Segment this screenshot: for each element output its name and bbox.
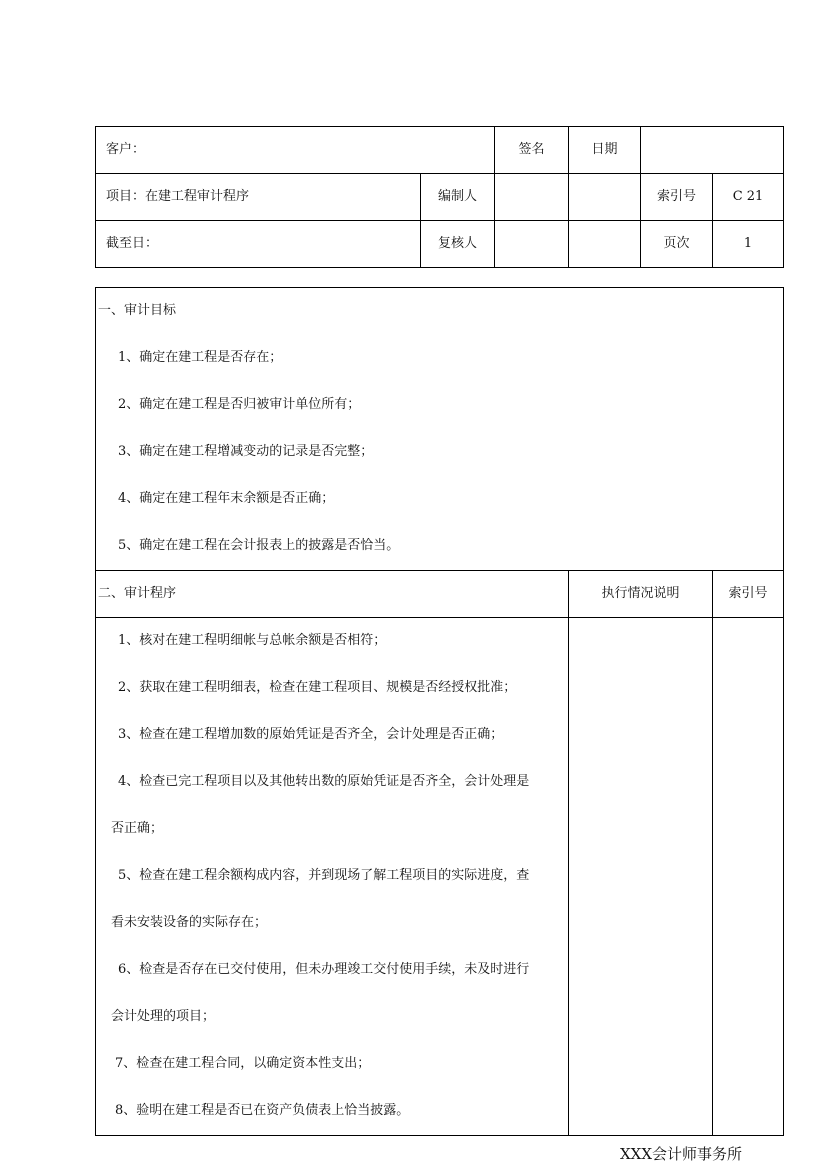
objectives-title: 一、审计目标 <box>98 303 177 318</box>
header-border-right <box>783 126 784 268</box>
procedure-index-cell[interactable] <box>713 618 783 1135</box>
main-section-divider <box>95 570 784 571</box>
main-border-top <box>95 287 784 288</box>
main-border-right <box>783 287 784 1136</box>
sign-label: 签名 <box>518 142 545 157</box>
reviewer-date-cell[interactable] <box>569 221 640 267</box>
project-label: 项目：在建工程审计程序 <box>106 189 250 204</box>
main-border-bottom <box>95 1135 784 1136</box>
header-border-bottom <box>95 267 784 268</box>
procedure-line: 看未安装设备的实际存在； <box>111 915 268 930</box>
preparer-sign-cell[interactable] <box>495 174 568 220</box>
date-value-cell[interactable] <box>641 127 783 173</box>
procedure-line: 会计处理的项目； <box>111 1009 216 1024</box>
procedure-line: 4、检查已完工程项目以及其他转出数的原始凭证是否齐全，会计处理是 <box>118 774 530 789</box>
firm-name: XXX会计师事务所 <box>620 1145 743 1163</box>
page-label: 页次 <box>663 236 690 251</box>
procedure-line: 2、获取在建工程明细表，检查在建工程项目、规模是否经授权批准； <box>118 680 517 695</box>
preparer-date-cell[interactable] <box>569 174 640 220</box>
procedures-title: 二、审计程序 <box>98 586 177 601</box>
procedure-line: 1、核对在建工程明细帐与总帐余额是否相符； <box>118 633 387 648</box>
procedure-line: 6、检查是否存在已交付使用，但未办理竣工交付使用手续，未及时进行 <box>118 962 530 977</box>
preparer-label: 编制人 <box>437 189 477 204</box>
procedure-line: 3、检查在建工程增加数的原始凭证是否齐全，会计处理是否正确； <box>118 727 504 742</box>
customer-label: 客户： <box>106 142 146 157</box>
objective-item: 4、确定在建工程年末余额是否正确； <box>118 491 335 506</box>
header-col-divider <box>420 173 421 268</box>
cutoff-label: 截至日： <box>106 236 159 251</box>
index-value: C 21 <box>732 189 764 204</box>
main-border-left <box>95 287 96 1136</box>
objective-item: 5、确定在建工程在会计报表上的披露是否恰当。 <box>118 538 400 553</box>
header-row-divider-2 <box>95 220 784 221</box>
reviewer-label: 复核人 <box>437 236 477 251</box>
objective-item: 1、确定在建工程是否存在； <box>118 350 283 365</box>
procedure-line: 7、检查在建工程合同，以确定资本性支出； <box>115 1056 371 1071</box>
execution-notes-cell[interactable] <box>569 618 712 1135</box>
reviewer-sign-cell[interactable] <box>495 221 568 267</box>
procedure-line: 5、检查在建工程余额构成内容，并到现场了解工程项目的实际进度，查 <box>118 868 530 883</box>
index-label: 索引号 <box>656 189 696 204</box>
execution-header: 执行情况说明 <box>601 586 680 601</box>
objective-item: 2、确定在建工程是否归被审计单位所有； <box>118 397 361 412</box>
procedure-line: 否正确； <box>111 821 164 836</box>
objective-item: 3、确定在建工程增减变动的记录是否完整； <box>118 444 374 459</box>
header-col-divider <box>712 173 713 268</box>
header-border-left <box>95 126 96 268</box>
procedure-index-header: 索引号 <box>728 586 768 601</box>
header-row-divider-1 <box>95 173 784 174</box>
page-value: 1 <box>743 236 753 251</box>
date-label: 日期 <box>591 142 618 157</box>
procedure-line: 8、验明在建工程是否已在资产负债表上恰当披露。 <box>115 1103 410 1118</box>
